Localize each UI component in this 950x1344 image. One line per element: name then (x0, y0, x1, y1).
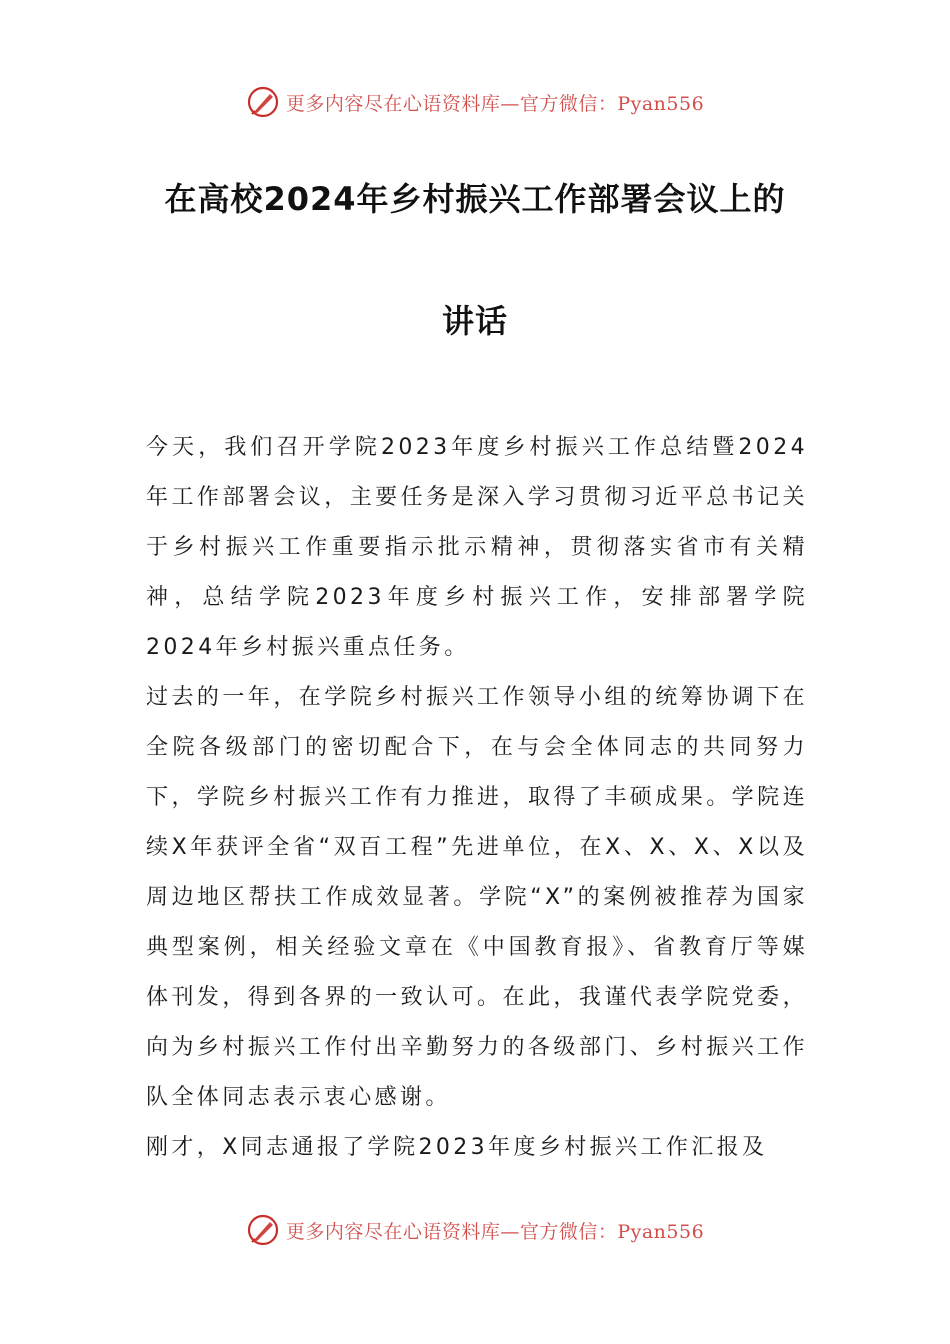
document-title-line1: 在高校2024年乡村振兴工作部署会议上的 (164, 180, 786, 218)
paragraph-3: 刚才，X同志通报了学院2023年度乡村振兴工作汇报及 (146, 1135, 768, 1160)
paragraph-2: 过去的一年，在学院乡村振兴工作领导小组的统筹协调下在全院各级部门的密切配合下，在与会全体同志的共同努力下，学院乡村振兴工作有力推进，取得了丰硕成果。学院连续X年获评全省“双百工程”先进单位，在X、X、X、X以及周边地区帮扶工作成效显著。学院“X”的案例被推荐为国家典型案例，相关经验文章在《中国教育报》、省教育厅等媒体刊发，得到各界的一致认可。在此，我谨代表学院党委，向为乡村振兴工作付出辛勤努力的各级部门、乡村振兴工作队全体同志表示衷心感谢。 (146, 685, 808, 1110)
quill-pen-logo-icon (246, 1213, 280, 1247)
document-title-line2: 讲话 (441, 302, 508, 340)
paragraph-1: 今天，我们召开学院2023年度乡村振兴工作总结暨2024年工作部署会议，主要任务是深入学习贯彻习近平总书记关于乡村振兴工作重要指示批示精神，贯彻落实省市有关精神，总结学院2023年度乡村振兴工作，安排部署学院2024年乡村振兴重点任务。 (146, 435, 808, 660)
watermark-text: 更多内容尽在心语资料库—官方微信：Pyan556 (285, 92, 705, 115)
watermark-header (0, 84, 950, 120)
quill-pen-logo-icon (246, 85, 280, 119)
document-body (146, 423, 808, 1173)
watermark-text: 更多内容尽在心语资料库—官方微信：Pyan556 (285, 1220, 705, 1243)
watermark-footer (0, 1212, 950, 1248)
